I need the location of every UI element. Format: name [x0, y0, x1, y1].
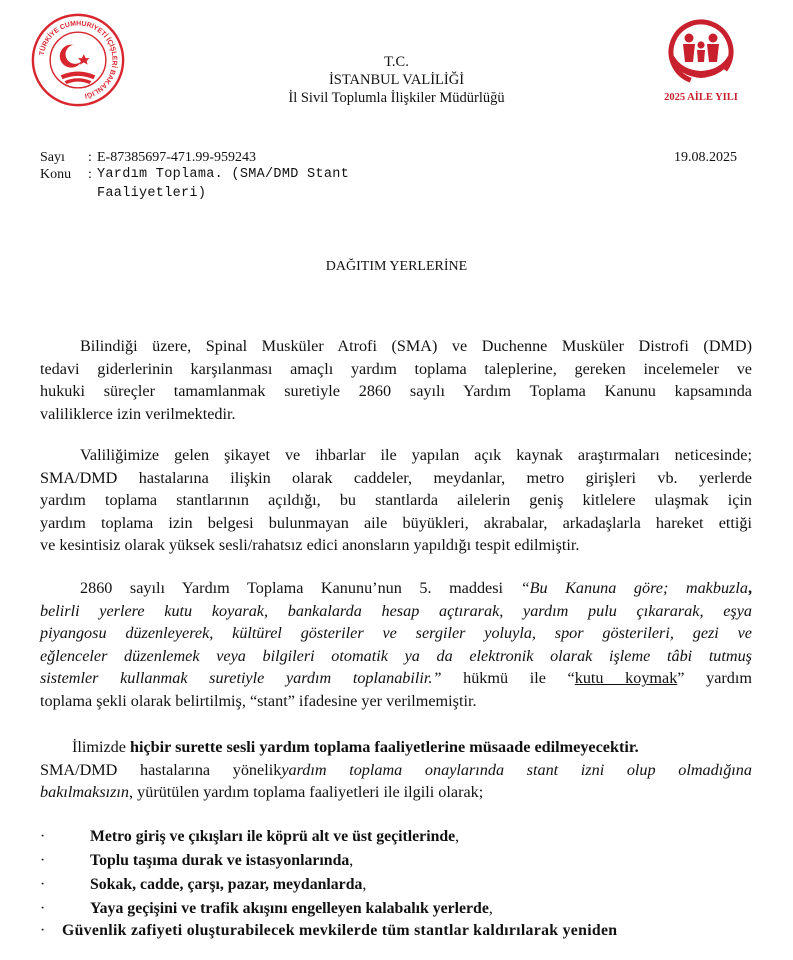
p2-line-4: yardım toplama izin belgesi bulunmayan aile büyükleri, akrabalar, arkadaşlarla hareket ettiği: [40, 513, 752, 532]
p3-line-1-text: 2860 sayılı Yardım Toplama Kanunu’nun 5. maddesi: [80, 579, 521, 597]
p3-line-5-text-a: hükmü ile “: [441, 669, 575, 688]
bullet-icon: ·: [40, 852, 46, 869]
list-item-label: Metro giriş ve çıkışları ile köprü alt ve üst geçitlerinde: [90, 828, 456, 845]
list-item-text: [90, 828, 459, 846]
header-office: İSTANBUL VALİLİĞİ: [328, 72, 465, 88]
p4-line-3-italic: bakılmaksızın: [40, 783, 130, 802]
list-item-label: Yaya geçişini ve trafik akışını engelleyen kalabalık yerlerde: [90, 900, 489, 917]
p4-line-1-text: İlimizde: [72, 738, 130, 756]
list-item-suffix: ,: [362, 876, 367, 893]
header-state: T.C.: [384, 54, 409, 70]
header-department: İl Sivil Toplumla İlişkiler Müdürlüğü: [288, 90, 505, 106]
p1-line-3: hukuki süreçler tamamlanmak suretiyle 2860 sayılı Yardım Toplama Kanunu kapsamında: [40, 382, 752, 401]
location-list: [40, 0, 752, 960]
p2-line-3: yardım toplama stantlarının açıldığı, bu stantlarda ailelerin geniş kitlelere ulaşmak için: [40, 491, 752, 510]
list-item-text: [90, 900, 493, 918]
p3-underlined-term: kutu koymak: [574, 669, 678, 688]
bullet-icon: ·: [40, 828, 46, 845]
list-item-text: [90, 876, 366, 894]
bullet-icon: ·: [40, 922, 46, 939]
sayi-label: Sayı: [40, 150, 65, 165]
list-item-text: [90, 852, 353, 870]
p2-line-5: ve kesintisiz olarak yüksek sesli/rahatsız edici anonsların yapıldığı tespit edilmiştir.: [40, 536, 580, 555]
p3-line-2: belirli yerlere kutu koyarak, bankalarda hesap açtırarak, yardım pulu çıkararak, eşya: [40, 601, 752, 620]
sayi-separator: :: [88, 150, 92, 165]
konu-value-line2: Faaliyetleri): [97, 186, 207, 201]
p4-line-2-italic: yardım toplama onaylarında stant izni olup olmadığına: [281, 760, 752, 779]
konu-separator: :: [88, 167, 92, 182]
p1-line-4: valiliklerce izin verilmektedir.: [40, 404, 236, 423]
list-item-label: Sokak, cadde, çarşı, pazar, meydanlarda: [90, 876, 363, 893]
p1-line-2: tedavi giderlerinin karşılanması amaçlı yardım toplama taleplerine, gereken incelemeler ve: [40, 359, 752, 378]
logo-caption: 2025 AİLE YILI: [664, 92, 738, 103]
seal-ring-text: TÜRKİYE CUMHURİYETİ İÇİŞLERİ BAKANLIĞI: [38, 20, 118, 99]
document-date: 19.08.2025: [674, 150, 737, 165]
konu-label: Konu: [40, 167, 72, 182]
bullet-icon: ·: [40, 900, 46, 917]
p3-line-4: eğlenceler düzenlemek veya bilgileri otomatik ya da elektronik olarak işleme tâbi tutmuş: [40, 646, 752, 665]
p4-line-2-text: SMA/DMD hastalarına yönelik: [40, 760, 282, 779]
p4-bold-statement: hiçbir surette sesli yardım toplama faaliyetlerine müsaade edilmeyecektir.: [129, 738, 639, 756]
p3-quote-end: sistemler kullanmak suretiyle yardım toplanabilir.”: [40, 669, 442, 688]
p3-line-3: piyangosu düzenleyerek, kültürel gösteriler ve sergiler yoluyla, spor gösterileri, gezi ve: [40, 624, 752, 643]
p1-line-1: Bilindiği üzere, Spinal Musküler Atrofi (SMA) ve Duchenne Musküler Distrofi (DMD): [80, 337, 752, 355]
p3-quote-start: “Bu Kanuna göre; makbuzla: [520, 579, 748, 597]
recipient-heading: DAĞITIM YERLERİNE: [325, 259, 468, 274]
p3-line-6: toplama şekli olarak belirtilmiş, “stant” ifadesine yer verilmemiştir.: [40, 691, 477, 710]
list-item-label: Güvenlik zafiyeti oluşturabilecek mevkilerde tüm stantlar kaldırılarak yeniden: [62, 922, 618, 939]
list-item-suffix: ,: [349, 852, 354, 869]
p2-line-1: Valiliğimize gelen şikayet ve ihbarlar ile yapılan açık kaynak araştırmaları neticesinde;: [80, 446, 752, 464]
list-item-label: Toplu taşıma durak ve istasyonlarında: [90, 852, 350, 869]
p2-line-2: SMA/DMD hastalarına ilişkin olarak caddeler, meydanlar, metro girişleri vb. yerlerde: [40, 468, 752, 487]
list-item-suffix: ,: [488, 900, 493, 917]
bullet-icon: ·: [40, 876, 46, 893]
sayi-value: E-87385697-471.99-959243: [97, 150, 257, 165]
p3-line-5-text-b: ” yardım: [677, 669, 752, 688]
list-item-suffix: ,: [455, 828, 460, 845]
p4-line-3-text: , yürütülen yardım toplama faaliyetleri ile ilgili olarak;: [129, 783, 484, 802]
p3-bold-comma: ,: [747, 579, 752, 597]
konu-value-line1: Yardım Toplama. (SMA/DMD Stant: [97, 167, 350, 182]
